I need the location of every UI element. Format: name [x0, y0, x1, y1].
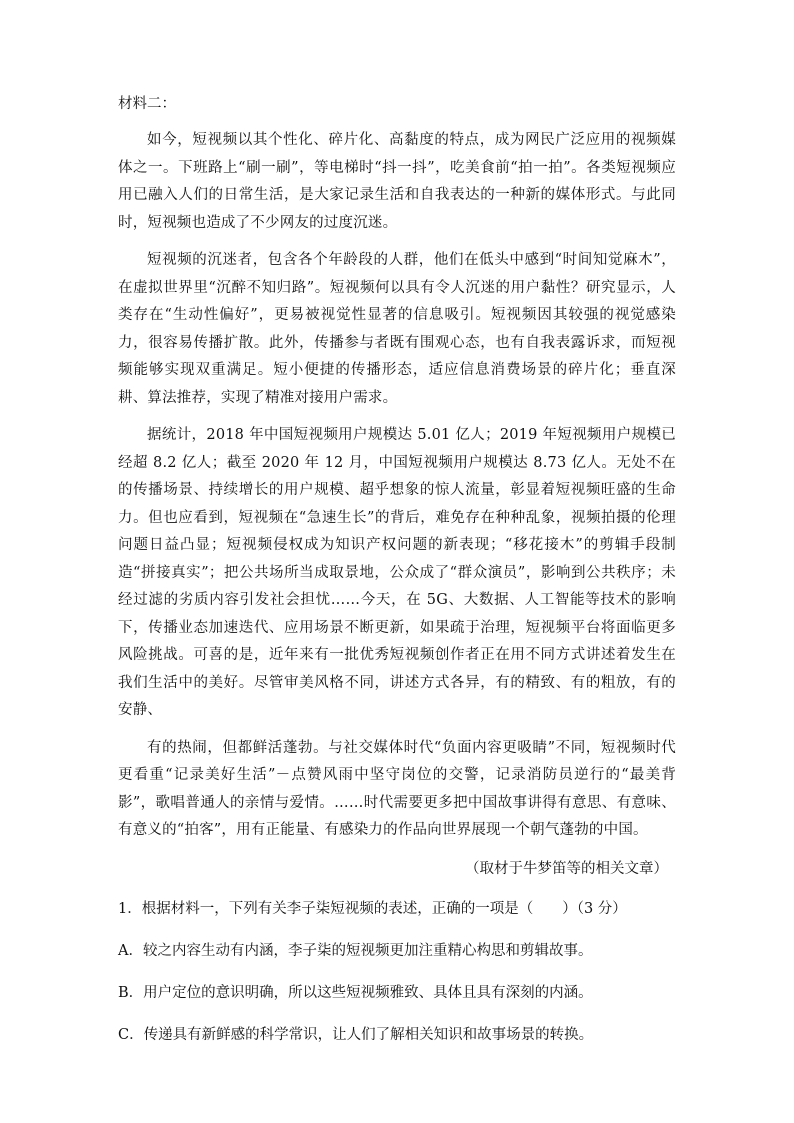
paragraph-2: 短视频的沉迷者，包含各个年龄段的人群，他们在低头中感到“时间知觉麻木”，在虚拟世界里“沉醉不知归路”。短视频何以具有令人沉迷的用户黏性？研究显示，人类存在“生动性偏好”，更易被视觉性显著的信息吸引。短视频因其较强的视觉感染力，很容易传播扩散。此外，传播参与者既有围观心态，也有自我表露诉求，而短视频能够实现双重满足。短小便捷的传播形态，适应信息消费场景的碎片化；垂直深耕、算法推荐，实现了精准对接用户需求。 — [118, 252, 676, 406]
paragraph-3: 据统计，2018 年中国短视频用户规模达 5.01 亿人；2019 年短视频用户规模已经超 8.2 亿人；截至 2020 年 12 月，中国短视频用户规模达 8.73 亿人。无处不在的传播场景、持续增长的用户规模、超乎想象的惊人流量，彰显着短视频旺盛的生命力。但也应看到，短视频在“急速生长”的背后，难免存在种种乱象，视频拍摄的伦理问题日益凸显；短视频侵权成为知识产权问题的新表现；“移花接木”的剪辑手段制造“拼接真实”；把公共场所当成取景地，公众成了“群众演员”，影响到公共秩序；未经过滤的劣质内容引发社会担忧……今天，在 5G、大数据、人工智能等技术的影响下，传播业态加速迭代、应用场景不断更新，如果疏于治理，短视频平台将面临更多风险挑战。可喜的是，近年来有一批优秀短视频创作者正在用不同方式讲述着发生在我们生活中的美好。尽管审美风格不同，讲述方式各异，有的精致、有的粗放，有的安静、 — [118, 427, 676, 718]
material-heading: 材料二： — [118, 96, 176, 112]
paragraph-1: 如今，短视频以其个性化、碎片化、高黏度的特点，成为网民广泛应用的视频媒体之一。下班路上“刷一刷”，等电梯时“抖一抖”，吃美食前“拍一拍”。各类短视频应用已融入人们的日常生活，是大家记录生活和自我表达的一种新的媒体形式。与此同时，短视频也造成了不少网友的过度沉迷。 — [118, 132, 676, 231]
paragraph-4: 有的热闹，但都鲜活蓬勃。与社交媒体时代“负面内容更吸睛”不同，短视频时代更看重“记录美好生活”－点赞风雨中坚守岗位的交警，记录消防员逆行的“最美背影”，歌唱普通人的亲情与爱情。……时代需要更多把中国故事讲得有意思、有意味、有意义的“拍客”，用有正能量、有感染力的作品向世界展现一个朝气蓬勃的中国。 — [118, 739, 676, 838]
option-b: B．用户定位的意识明确，所以这些短视频雅致、具体且具有深刻的内涵。 — [118, 984, 593, 1001]
option-a: A．较之内容生动有内涵，李子柒的短视频更加注重精心构思和剪辑故事。 — [118, 942, 593, 959]
option-c: C．传递具有新鲜感的科学常识，让人们了解相关知识和故事场景的转换。 — [118, 1026, 594, 1043]
question-1: 1．根据材料一，下列有关李子柒短视频的表述，正确的一项是（ ）（3 分） — [118, 900, 627, 917]
source-note: （取材于牛梦笛等的相关文章） — [465, 860, 668, 877]
